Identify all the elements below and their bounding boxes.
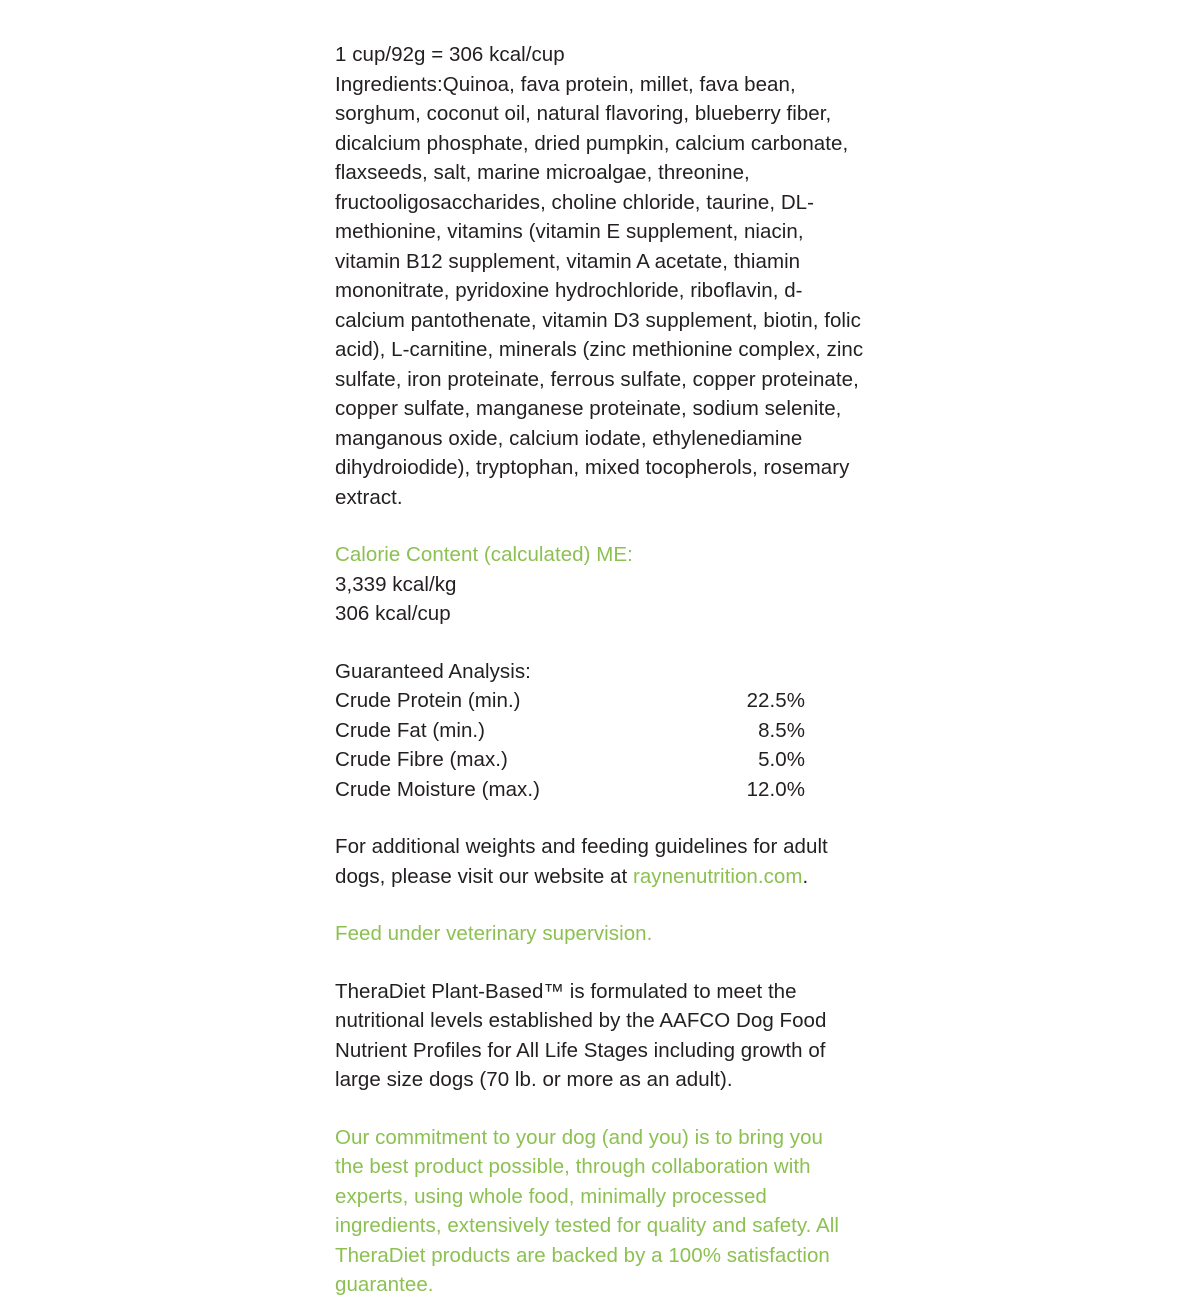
spacer (335, 949, 870, 977)
ga-value: 12.0% (746, 777, 805, 801)
table-row (335, 775, 805, 805)
table-row (335, 716, 805, 746)
table-row (335, 745, 805, 775)
ingredients-paragraph: Ingredients:Quinoa, fava protein, millet, fava bean, sorghum, coconut oil, natural flavoring, blueberry fiber, dicalcium phosphate, dried pumpkin, calcium carbonate, flaxseeds, salt, marine microalgae, threonine, fructooligosaccharides, choline chloride, taurine, DL-methionine, vitamins (vitamin E supplement, niacin, vitamin B12 supplement, vitamin A acetate, thiamin mononitrate, pyridoxine hydrochloride, riboflavin, d-calcium pantothenate, vitamin D3 supplement, biotin, folic acid), L-carnitine, minerals (zinc methionine complex, zinc sulfate, iron proteinate, ferrous sulfate, copper proteinate, copper sulfate, manganese proteinate, sodium selenite, manganous oxide, calcium iodate, ethylenediamine dihydroiodide), tryptophan, mixed tocopherols, rosemary extract. (335, 72, 864, 509)
ga-label: Crude Fat (min.) (335, 718, 486, 742)
table-row (335, 686, 805, 716)
ga-label: Crude Protein (min.) (335, 689, 521, 712)
spacer (335, 891, 870, 919)
ga-value: 22.5% (746, 689, 805, 712)
website-link[interactable]: raynenutrition.com (632, 864, 803, 888)
spacer (335, 512, 870, 540)
ga-label: Crude Fibre (max.) (335, 748, 508, 771)
website-note-text: For additional weights and feeding guidelines for adult dogs, please visit our website at (335, 835, 828, 888)
serving-size-line: 1 cup/92g = 306 kcal/cup (335, 43, 565, 66)
aafco-statement: TheraDiet Plant-Based™ is formulated to meet the nutritional levels established by the AAFCO Dog Food Nutrient Profiles for All Life Stages including growth of large size dogs (70 lb. or more as an adult). (335, 979, 827, 1091)
website-note (335, 832, 870, 891)
ga-value: 8.5% (758, 718, 805, 742)
calorie-content-heading: Calorie Content (calculated) ME: (335, 543, 633, 566)
spacer (335, 1095, 870, 1123)
ga-value: 5.0% (758, 748, 805, 771)
calorie-per-kg: 3,339 kcal/kg (335, 572, 457, 596)
commitment-statement: Our commitment to your dog (and you) is to bring you the best product possible, through collaboration with experts, using whole food, minimally processed ingredients, extensively tested for quality and safety. All TheraDiet products are backed by a 100% satisfaction guarantee. (335, 1125, 839, 1296)
ga-label: Crude Moisture (max.) (335, 777, 540, 801)
calorie-per-cup: 306 kcal/cup (335, 602, 451, 625)
veterinary-supervision-note: Feed under veterinary supervision. (335, 922, 653, 945)
guaranteed-analysis-heading: Guaranteed Analysis: (335, 659, 531, 683)
guaranteed-analysis-table (335, 686, 805, 804)
spacer (335, 804, 870, 832)
website-note-period: . (802, 864, 809, 888)
spacer (335, 629, 870, 657)
